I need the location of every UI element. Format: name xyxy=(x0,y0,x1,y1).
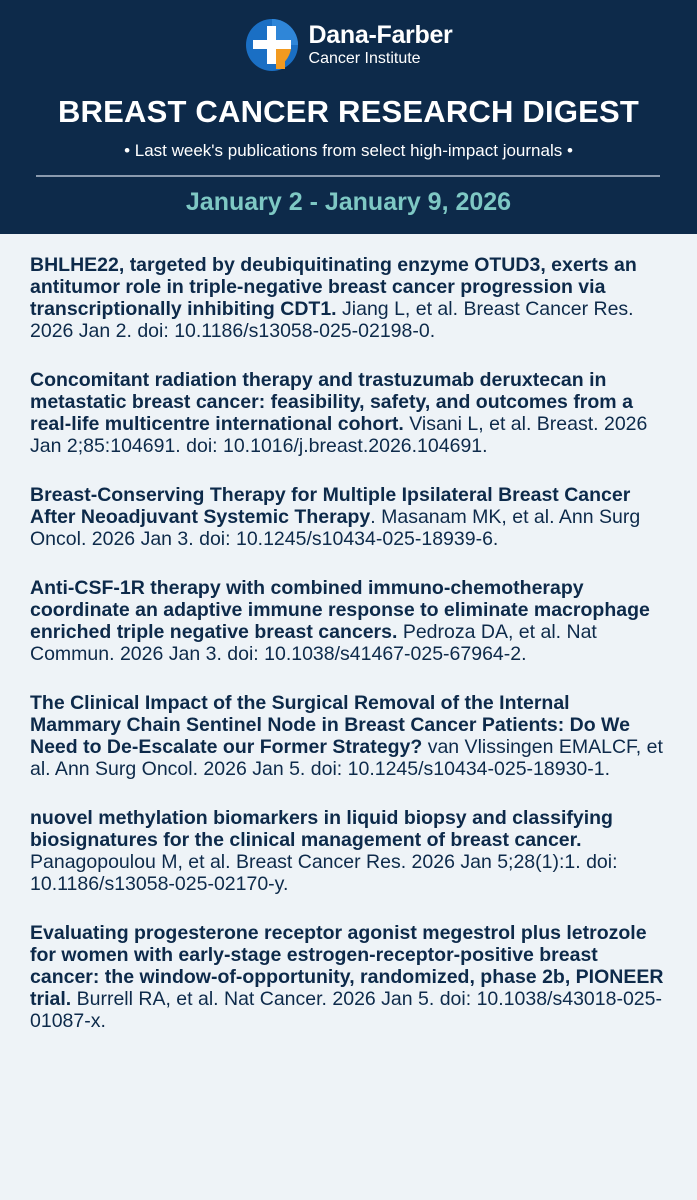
article-title: Concomitant radiation therapy and trastuzumab deruxtecan in metastatic breast cancer: feasibility, safety, and outcomes from a real-life multicentre international cohort. xyxy=(30,369,633,435)
article-citation: van Vlissingen EMALCF, et al. Ann Surg Oncol. 2026 Jan 5. doi: 10.1245/s10434-025-18930-1. xyxy=(30,736,663,780)
article-citation: Jiang L, et al. Breast Cancer Res. 2026 Jan 2. doi: 10.1186/s13058-025-02198-0. xyxy=(30,298,634,342)
header xyxy=(0,0,697,234)
article-item xyxy=(30,369,665,457)
page-title: BREAST CANCER RESEARCH DIGEST xyxy=(57,94,640,129)
article-citation: . Masanam MK, et al. Ann Surg Oncol. 2026 Jan 3. doi: 10.1245/s10434-025-18939-6. xyxy=(30,506,641,550)
dana-farber-logo-icon xyxy=(245,18,299,72)
article-item xyxy=(30,807,665,895)
article-citation: Panagopoulou M, et al. Breast Cancer Res. 2026 Jan 5;28(1):1. doi: 10.1186/s13058-025-02170-y. xyxy=(30,851,618,895)
article-title: Evaluating progesterone receptor agonist megestrol plus letrozole for women with early-stage estrogen-receptor-positive breast cancer: the window-of-opportunity, randomized, phase 2b, PIONEER trial. xyxy=(30,922,664,1010)
article-title: Anti-CSF-1R therapy with combined immuno-chemotherapy coordinate an adaptive immune response to eliminate macrophage enriched triple negative breast cancers. xyxy=(30,577,650,643)
logo-name: Dana-Farber xyxy=(308,21,453,49)
article-citation: Visani L, et al. Breast. 2026 Jan 2;85:104691. doi: 10.1016/j.breast.2026.104691. xyxy=(30,413,648,457)
article-item xyxy=(30,254,665,342)
header-divider xyxy=(36,175,660,177)
article-title: Breast-Conserving Therapy for Multiple Ipsilateral Breast Cancer After Neoadjuvant Systemic Therapy xyxy=(30,484,631,528)
article-item xyxy=(30,922,665,1032)
article-item xyxy=(30,484,665,550)
article-list xyxy=(0,234,697,1032)
article-item xyxy=(30,577,665,665)
article-title: The Clinical Impact of the Surgical Removal of the Internal Mammary Chain Sentinel Node in Breast Cancer Patients: Do We Need to De-Escalate our Former Strategy? xyxy=(30,692,630,758)
article-citation: Pedroza DA, et al. Nat Commun. 2026 Jan 3. doi: 10.1038/s41467-025-67964-2. xyxy=(30,621,597,665)
logo xyxy=(0,18,697,72)
page-subtitle: • Last week's publications from select high-impact journals • xyxy=(124,141,573,160)
article-citation: Burrell RA, et al. Nat Cancer. 2026 Jan 5. doi: 10.1038/s43018-025-01087-x. xyxy=(30,988,662,1032)
date-range: January 2 - January 9, 2026 xyxy=(185,188,512,216)
article-title: BHLHE22, targeted by deubiquitinating enzyme OTUD3, exerts an antitumor role in triple-negative breast cancer progression via transcriptionally inhibiting CDT1. xyxy=(30,254,637,320)
article-title: nuovel methylation biomarkers in liquid biopsy and classifying biosignatures for the clinical management of breast cancer. xyxy=(30,807,613,851)
logo-subtitle: Cancer Institute xyxy=(308,50,421,67)
article-item xyxy=(30,692,665,780)
